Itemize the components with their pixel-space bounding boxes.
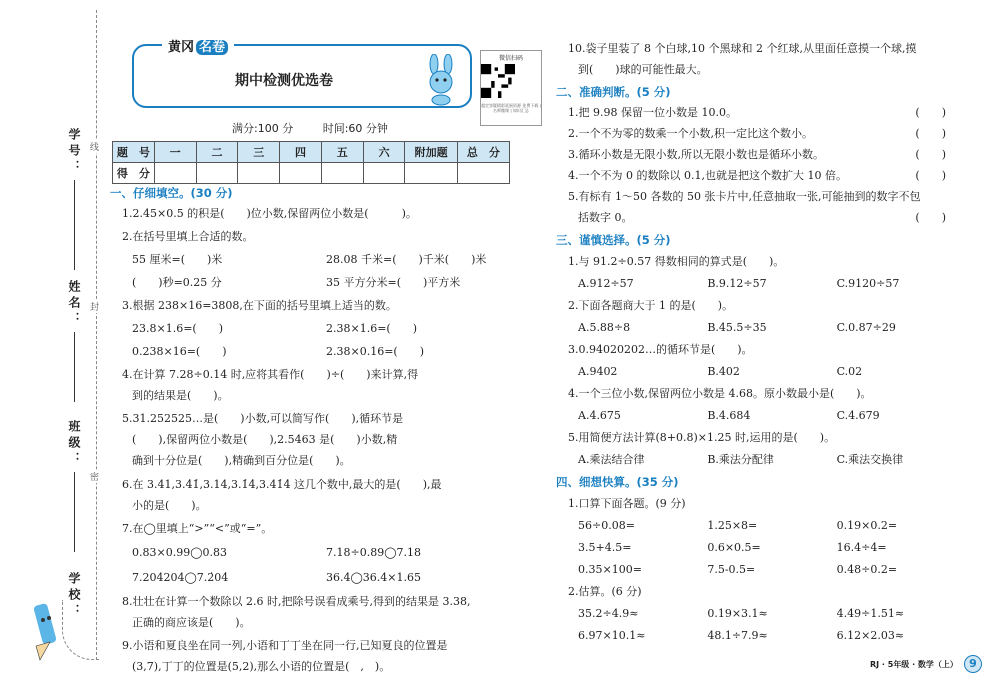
choice-3-options <box>556 365 966 379</box>
option-a[interactable]: A.912÷57 <box>578 277 634 290</box>
answer-paren[interactable]: ( ) <box>915 148 946 161</box>
class-line[interactable] <box>74 472 75 552</box>
brand-logo <box>162 36 234 55</box>
calc-item: 6.97×10.1≈ <box>578 629 646 642</box>
oral-calc-heading: 1.口算下面各题。(9 分) <box>568 497 686 510</box>
question-4-line-1: 4.在计算 7.28÷0.14 时,应将其看作( )÷( )来计算,得 <box>122 368 419 381</box>
score-cell[interactable] <box>238 163 280 184</box>
student-id-field <box>66 128 83 270</box>
question-6-line-1: 6.在 3.41,3.4̇1̇,3.14,3.1̇4̇,3.41̇4̇ 这几个数中,最大的是( ),最 <box>122 478 442 491</box>
option-a[interactable]: A.4.675 <box>578 409 621 422</box>
score-cell[interactable] <box>363 163 405 184</box>
judge-item-5 <box>556 211 966 225</box>
judge-item-2 <box>556 127 966 141</box>
choice-4-options <box>556 409 966 423</box>
seal-secret-mark: 密 <box>90 470 99 483</box>
score-header-cell: 五 <box>321 142 363 163</box>
question-10-line-1: 10.袋子里装了 8 个白球,10 个黑球和 2 个红球,从里面任意摸一个球,摸 <box>568 42 917 55</box>
judge-item-3-text: 3.循环小数是无限小数,所以无限小数也是循环小数。 <box>568 148 824 161</box>
section-judge: 二、准确判断。(5 分) <box>556 85 671 99</box>
question-6-line-2: 小的是( )。 <box>132 499 207 512</box>
question-3-row-b <box>110 345 520 359</box>
choice-1: 1.与 91.2÷0.57 得数相同的算式是( )。 <box>568 255 785 268</box>
calc-item: 0.48÷0.2= <box>836 563 898 576</box>
question-2a-1: 55 厘米=( )米 <box>132 253 223 266</box>
estimate-heading: 2.估算。(6 分) <box>568 585 642 598</box>
page-number: 9 <box>964 655 982 673</box>
judge-item-1 <box>556 106 966 120</box>
option-b[interactable]: B.45.5÷35 <box>707 321 767 334</box>
question-3b-2: 2.38×0.16=( ) <box>326 345 425 358</box>
option-a[interactable]: A.5.88÷8 <box>578 321 631 334</box>
question-5-line-2: ( ),保留两位小数是( ),2.5463 是( )小数,精 <box>132 433 398 446</box>
score-header-cell: 三 <box>238 142 280 163</box>
question-7-row-a <box>110 546 520 560</box>
seal-seal-mark: 封 <box>90 300 99 313</box>
school-label: 学校： <box>67 572 81 620</box>
choice-2: 2.下面各题商大于 1 的是( )。 <box>568 299 734 312</box>
section-fill-blank: 一、仔细填空。(30 分) <box>110 186 233 200</box>
qr-code-icon[interactable] <box>481 64 515 98</box>
option-b[interactable]: B.9.12÷57 <box>707 277 767 290</box>
binding-strip <box>0 0 100 693</box>
score-header-cell: 总 分 <box>457 142 509 163</box>
score-header-cell: 四 <box>280 142 322 163</box>
question-7a-2: 7.18÷0.89◯7.18 <box>326 546 422 559</box>
score-row-label: 得 分 <box>113 163 155 184</box>
calc-item: 0.35×100= <box>578 563 642 576</box>
option-a[interactable]: A.乘法结合律 <box>578 453 645 466</box>
question-7b-1: 7.204204◯7.2̇04̇ <box>132 571 229 584</box>
class-field <box>66 420 83 552</box>
judge-item-1-text: 1.把 9.98 保留一位小数是 10.0。 <box>568 106 737 119</box>
oral-calc-row-3 <box>556 563 966 577</box>
question-5-line-1: 5.31.252525…是( )小数,可以简写作( ),循环节是 <box>122 412 404 425</box>
right-column <box>556 42 966 643</box>
rabbit-mascot-icon <box>420 54 464 106</box>
option-c[interactable]: C.4.679 <box>836 409 880 422</box>
answer-paren[interactable]: ( ) <box>915 211 946 224</box>
score-cell[interactable] <box>457 163 509 184</box>
question-3-row-a <box>110 322 520 336</box>
judge-item-5-line-1: 5.有标有 1～50 各数的 50 张卡片中,任意抽取一张,可能抽到的数字不包 <box>568 190 921 203</box>
question-2a-2: 28.08 千米=( )千米( )米 <box>326 253 487 266</box>
option-a[interactable]: A.9402 <box>578 365 618 378</box>
score-cell[interactable] <box>321 163 363 184</box>
section-calculation: 四、细想快算。(35 分) <box>556 475 679 489</box>
pencil-mascot-icon <box>30 600 66 664</box>
calc-item: 56÷0.08= <box>578 519 635 532</box>
question-8-line-2: 正确的商应该是( )。 <box>132 616 251 629</box>
question-3a-1: 23.8×1.6=( ) <box>132 322 224 335</box>
choice-3: 3.0.94020202…的循环节是( )。 <box>568 343 753 356</box>
exam-title: 期中检测优选卷 <box>235 73 333 89</box>
student-name-label: 姓名： <box>67 280 81 328</box>
judge-item-5-text: 括数字 0。 <box>578 211 633 224</box>
left-column <box>110 186 520 674</box>
brand-logo-part1: 黄冈 <box>168 40 195 55</box>
estimate-row-2 <box>556 629 966 643</box>
score-table-score-row <box>113 163 510 184</box>
answer-paren[interactable]: ( ) <box>915 127 946 140</box>
judge-item-3 <box>556 148 966 162</box>
calc-item: 4.49÷1.51≈ <box>836 607 905 620</box>
calc-item: 3.5+4.5= <box>578 541 632 554</box>
judge-item-4-text: 4.一个不为 0 的数除以 0.1,也就是把这个数扩大 10 倍。 <box>568 169 847 182</box>
question-9-line-1: 9.小语和夏良坐在同一列,小语和丁丁坐在同一行,已知夏良的位置是 <box>122 639 448 652</box>
seal-line-mark: 线 <box>90 140 99 153</box>
exam-meta <box>232 120 414 136</box>
choice-5-options <box>556 453 966 467</box>
question-3b-1: 0.238×16=( ) <box>132 345 227 358</box>
score-table <box>112 141 510 184</box>
section-choice: 三、谨慎选择。(5 分) <box>556 233 671 247</box>
full-score: 满分:100 分 <box>232 122 294 135</box>
brand-logo-part2: 名卷 <box>196 40 228 55</box>
option-b[interactable]: B.4.684 <box>707 409 751 422</box>
question-5-line-3: 确到十分位是( ),精确到百分位是( )。 <box>132 454 351 467</box>
estimate-row-1 <box>556 607 966 621</box>
exam-header <box>132 40 472 108</box>
page-footer <box>870 655 982 673</box>
score-header-cell: 一 <box>154 142 196 163</box>
student-id-line[interactable] <box>74 180 75 270</box>
calc-item: 48.1÷7.9≈ <box>707 629 768 642</box>
question-2: 2.在括号里填上合适的数。 <box>122 230 254 243</box>
score-cell[interactable] <box>280 163 322 184</box>
question-7: 7.在◯里填上“>”“<”或“=”。 <box>122 522 273 535</box>
option-b[interactable]: B.乘法分配律 <box>707 453 774 466</box>
qr-note: 超定答疑精彩延展资源 免费下载 | 名师微课 | 知识汇总 <box>481 103 541 113</box>
score-cell[interactable] <box>196 163 238 184</box>
question-2-row-a <box>110 253 520 267</box>
option-b[interactable]: B.402 <box>707 365 740 378</box>
score-header-cell: 附加题 <box>405 142 457 163</box>
answer-paren[interactable]: ( ) <box>915 169 946 182</box>
calc-item: 0.6×0.5= <box>707 541 761 554</box>
student-name-field <box>66 280 83 402</box>
question-7b-2: 36.4◯36.4×1.65 <box>326 571 422 584</box>
question-4-line-2: 到的结果是( )。 <box>132 389 229 402</box>
choice-5: 5.用简便方法计算(8+0.8)×1.25 时,运用的是( )。 <box>568 431 836 444</box>
option-c[interactable]: C.乘法交换律 <box>836 453 904 466</box>
school-field <box>66 572 83 620</box>
question-10-line-2: 到( )球的可能性最大。 <box>578 63 708 76</box>
choice-1-options <box>556 277 966 291</box>
choice-4: 4.一个三位小数,保留两位小数是 4.68。原小数最小是( )。 <box>568 387 872 400</box>
calc-item: 0.19×3.1≈ <box>707 607 768 620</box>
score-header-cell: 六 <box>363 142 405 163</box>
judge-item-2-text: 2.一个不为零的数乘一个小数,积一定比这个数小。 <box>568 127 813 140</box>
question-3: 3.根据 238×16=3808,在下面的括号里填上适当的数。 <box>122 299 397 312</box>
question-7a-1: 0.83×0.99◯0.83 <box>132 546 228 559</box>
oral-calc-row-2 <box>556 541 966 555</box>
option-c[interactable]: C.9120÷57 <box>836 277 900 290</box>
class-label: 班级： <box>67 420 81 468</box>
oral-calc-row-1 <box>556 519 966 533</box>
calc-item: 16.4÷4= <box>836 541 887 554</box>
question-2b-1: ( )秒=0.25 分 <box>132 276 222 289</box>
question-3a-2: 2.38×1.6=( ) <box>326 322 418 335</box>
qr-code-panel <box>480 50 542 126</box>
student-id-label: 学号： <box>67 128 81 176</box>
cut-line <box>96 10 97 660</box>
calc-item: 35.2÷4.9≈ <box>578 607 639 620</box>
question-2-row-b <box>110 276 520 290</box>
question-2b-2: 35 平方分米=( )平方米 <box>326 276 461 289</box>
question-9-line-2: (3,7),丁丁的位置是(5,2),那么小语的位置是( , )。 <box>132 660 391 673</box>
qr-title: 微信扫码 <box>498 55 523 62</box>
option-c[interactable]: C.02 <box>836 365 863 378</box>
calc-item: 6.12×2.03≈ <box>836 629 905 642</box>
score-cell[interactable] <box>154 163 196 184</box>
exam-time: 时间:60 分钟 <box>322 122 388 135</box>
answer-paren[interactable]: ( ) <box>915 106 946 119</box>
judge-item-4 <box>556 169 966 183</box>
question-1: 1.2.45×0.5 的积是( )位小数,保留两位小数是( )。 <box>122 207 417 220</box>
score-table-header-row <box>113 142 510 163</box>
question-7-row-b <box>110 571 520 585</box>
calc-item: 0.19×0.2= <box>836 519 898 532</box>
choice-2-options <box>556 321 966 335</box>
footer-label: RJ · 5年级 · 数学（上） <box>870 659 958 669</box>
question-8-line-1: 8.壮壮在计算一个数除以 2.6 时,把除号误看成乘号,得到的结果是 3.38, <box>122 595 471 608</box>
score-header-cell: 二 <box>196 142 238 163</box>
calc-item: 1.25×8= <box>707 519 758 532</box>
student-name-line[interactable] <box>74 332 75 402</box>
option-c[interactable]: C.0.87÷29 <box>836 321 896 334</box>
score-cell[interactable] <box>405 163 457 184</box>
calc-item: 7.5-0.5= <box>707 563 756 576</box>
score-header-cell: 题 号 <box>113 142 155 163</box>
